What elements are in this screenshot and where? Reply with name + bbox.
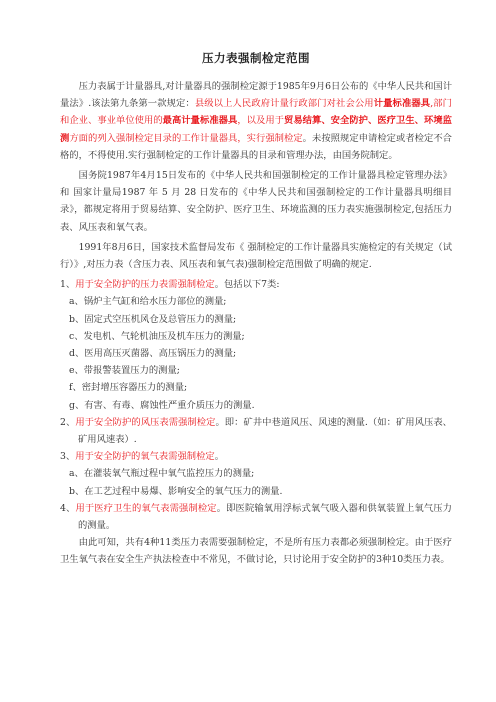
list-item: c、发电机、气轮机油压及机车压力的测量; bbox=[69, 330, 245, 342]
section-2-rest: 。即：矿井中巷道风压、风速的测量.（如：矿用风压表、矿用风速表）. bbox=[78, 416, 452, 446]
section-1-num: 1、 bbox=[60, 279, 76, 291]
law-text-a: 压力表属于计量器具,对计量器具的强制检定源于1985年9月6日公布的《中华人民共和国计量法》.该法第九条第一款规定： bbox=[60, 81, 452, 110]
section-2-heading: 用于安全防护的风压表需强制检定 bbox=[75, 416, 216, 428]
section-3-num: 3、 bbox=[60, 451, 76, 463]
section-4-rest: 。即医院输氧用浮标式氧气吸入器和供氧装置上氧气压力的测量。 bbox=[78, 502, 452, 532]
list-item: b、固定式空压机风仓及总管压力的测量; bbox=[69, 313, 237, 325]
law-text-d: ,部门和企业、事业单位使用的 bbox=[60, 98, 452, 127]
law-text-h: 方面的列入强制检定目录的工作计量器具，实行强制检定 bbox=[69, 132, 303, 144]
section-1 bbox=[60, 276, 452, 293]
list-item: a、锅炉主气缸和给水压力部位的测量; bbox=[69, 296, 227, 308]
page-title: 压力表强制检定范围 bbox=[202, 51, 310, 65]
paragraph-conclusion: 由此可知，共有4种11类压力表需要强制检定，不是所有压力表都必须强制检定。由于医疗卫生氧气表在安全生产执法检查中不常见，不做讨论，只讨论用于安全防护的3种10类压力表。 bbox=[60, 537, 452, 566]
list-item: f、密封增压容器压力的测量; bbox=[69, 382, 188, 394]
law-text-e: 最高计量标准器具 bbox=[162, 115, 238, 127]
section-2-num: 2、 bbox=[60, 416, 76, 428]
document-page bbox=[60, 50, 452, 572]
law-text-i: 。未按照规定申请检定或者检定不合格的，不得使用.实行强制检定的工作计量器具的目录和管理办法，由国务院制定。 bbox=[60, 132, 452, 161]
list-item: e、带报警装置压力的测量; bbox=[69, 365, 180, 377]
section-1-heading: 用于安全防护的压力表需强制检定 bbox=[75, 279, 215, 291]
section-1-rest: 。包括以下7类: bbox=[214, 279, 280, 291]
law-text-b: 县级以上人民政府计量行政部门对社会公用 bbox=[194, 98, 374, 110]
section-2 bbox=[60, 414, 452, 448]
section-3-rest: 。 bbox=[214, 451, 224, 463]
paragraph-state-council: 国务院1987年4月15日发布的《中华人民共和国强制检定的工作计量器具检定管理办法》和 国家计量局1987 年 5 月 28 日发布的《中华人民共和国强制检定的工作计量器具明细目录》，都规定将用于贸易结算、安全防护、医疗卫生、环境监测的压力表实施强制检定,包括压力表、风压表和氧气表。 bbox=[60, 170, 452, 233]
section-4 bbox=[60, 500, 452, 534]
section-4-heading: 用于医疗卫生的氧气表需强制检定 bbox=[75, 502, 217, 514]
law-text-g: 贸易结算、安全防护、医疗卫生、环境监测 bbox=[60, 115, 452, 144]
section-4-num: 4、 bbox=[60, 502, 76, 514]
law-text-f: ，以及用于 bbox=[237, 115, 285, 127]
list-item: g、有害、有毒、腐蚀性严重介质压力的测量. bbox=[69, 399, 255, 411]
list-item: a、在灌装氧气瓶过程中氧气监控压力的测量; bbox=[69, 468, 255, 480]
list-item: b、在工艺过程中易爆、影响安全的氧气压力的测量. bbox=[69, 485, 283, 497]
section-3 bbox=[60, 448, 452, 465]
law-text-c: 计量标准器具 bbox=[373, 98, 431, 110]
paragraph-1991: 1991年8月6日，国家技术监督局发布《 强制检定的工作计量器具实施检定的有关规定（试行）》,对压力表（含压力表、风压表和氧气表)强制检定范围做了明确的规定. bbox=[60, 241, 452, 271]
list-item: d、医用高压灭菌器、高压锅压力的测量; bbox=[69, 348, 237, 360]
paragraph-law bbox=[60, 78, 452, 164]
section-3-heading: 用于安全防护的氧气表需强制检定 bbox=[75, 451, 215, 463]
